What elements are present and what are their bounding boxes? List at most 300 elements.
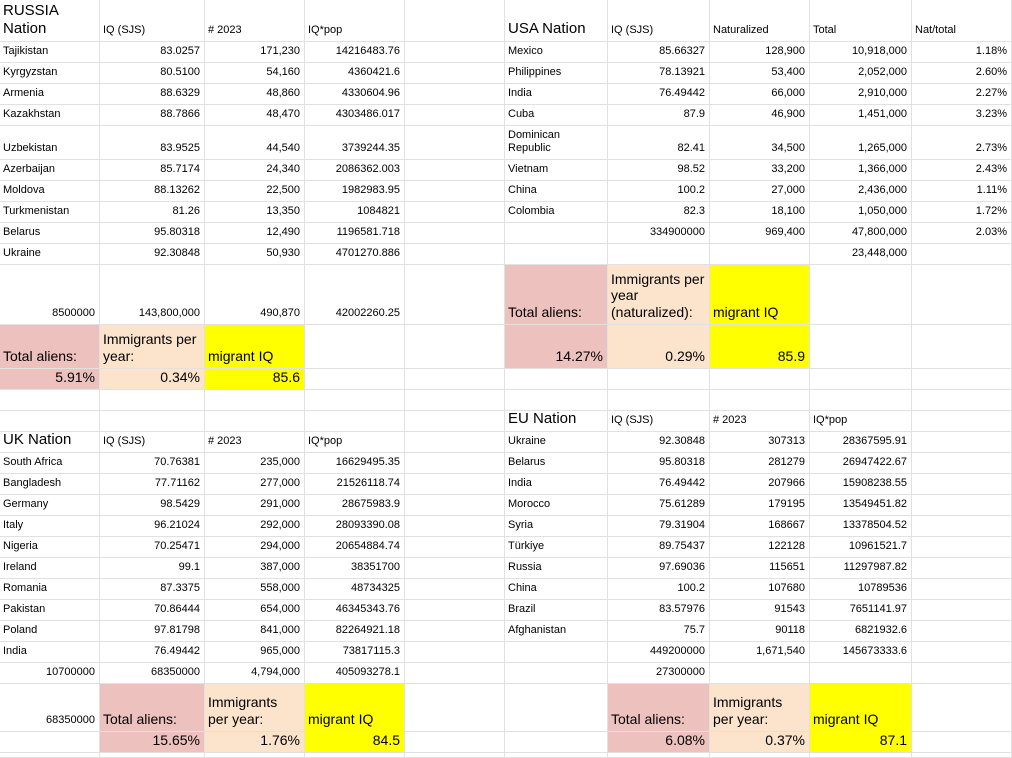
uk-table-cell-r30c4[interactable]: 84.5 xyxy=(305,732,405,753)
uk-table-cell-r17c2[interactable]: IQ (SJS) xyxy=(100,432,205,453)
eu-table-cell-r21c6[interactable]: Syria xyxy=(505,516,608,537)
empty-cell-r21c5[interactable] xyxy=(405,516,505,537)
empty-cell-r15c6[interactable] xyxy=(505,390,608,411)
empty-cell-r28c10[interactable] xyxy=(912,663,1012,684)
eu-table-cell-r26c7[interactable]: 75.7 xyxy=(608,621,710,642)
eu-table-cell-r30c9[interactable]: 87.1 xyxy=(810,732,912,753)
eu-table-cell-r24c8[interactable]: 107680 xyxy=(710,579,810,600)
empty-cell-r20c10[interactable] xyxy=(912,495,1012,516)
russia-table-cell-r2c1[interactable]: Tajikistan xyxy=(0,42,100,63)
russia-table-cell-r11c2[interactable]: 92.30848 xyxy=(100,244,205,265)
uk-table-cell-r29c1[interactable]: 68350000 xyxy=(0,684,100,732)
uk-table-cell-r22c4[interactable]: 20654884.74 xyxy=(305,537,405,558)
usa-table-cell-r6c7[interactable]: 82.41 xyxy=(608,126,710,160)
empty-cell-r11c6[interactable] xyxy=(505,244,608,265)
eu-table-cell-r20c8[interactable]: 179195 xyxy=(710,495,810,516)
empty-cell-r18c10[interactable] xyxy=(912,453,1012,474)
usa-table-cell-r8c6[interactable]: China xyxy=(505,181,608,202)
eu-table-cell-r25c7[interactable]: 83.57976 xyxy=(608,600,710,621)
empty-cell-r21c10[interactable] xyxy=(912,516,1012,537)
usa-table-cell-r3c8[interactable]: 53,400 xyxy=(710,63,810,84)
usa-table-cell-r4c7[interactable]: 76.49442 xyxy=(608,84,710,105)
eu-table-cell-r27c9[interactable]: 145673333.6 xyxy=(810,642,912,663)
empty-cell-r31c4[interactable] xyxy=(305,753,405,758)
empty-cell-r27c6[interactable] xyxy=(505,642,608,663)
usa-table-cell-r10c8[interactable]: 969,400 xyxy=(710,223,810,244)
russia-table-cell-r14c2[interactable]: 0.34% xyxy=(100,369,205,390)
usa-table-cell-r6c6[interactable]: Dominican Republic xyxy=(505,126,608,160)
russia-table-cell-r11c1[interactable]: Ukraine xyxy=(0,244,100,265)
russia-table-cell-r1c4[interactable]: IQ*pop xyxy=(305,0,405,42)
russia-table-cell-r2c3[interactable]: 171,230 xyxy=(205,42,305,63)
empty-cell-r20c5[interactable] xyxy=(405,495,505,516)
uk-table-cell-r29c2[interactable]: Total aliens: xyxy=(100,684,205,732)
uk-table-cell-r21c2[interactable]: 96.21024 xyxy=(100,516,205,537)
eu-table-cell-r25c8[interactable]: 91543 xyxy=(710,600,810,621)
empty-cell-r14c9[interactable] xyxy=(810,369,912,390)
russia-table-cell-r8c4[interactable]: 1982983.95 xyxy=(305,181,405,202)
empty-cell-r27c5[interactable] xyxy=(405,642,505,663)
usa-table-cell-r13c8[interactable]: 85.9 xyxy=(710,325,810,369)
usa-table-cell-r1c10[interactable]: Nat/total xyxy=(912,0,1012,42)
russia-table-cell-r9c2[interactable]: 81.26 xyxy=(100,202,205,223)
usa-table-cell-r5c6[interactable]: Cuba xyxy=(505,105,608,126)
uk-table-cell-r26c3[interactable]: 841,000 xyxy=(205,621,305,642)
usa-table-cell-r8c9[interactable]: 2,436,000 xyxy=(810,181,912,202)
usa-table-cell-r7c6[interactable]: Vietnam xyxy=(505,160,608,181)
empty-cell-r13c4[interactable] xyxy=(305,325,405,369)
empty-cell-r15c4[interactable] xyxy=(305,390,405,411)
empty-cell-r13c5[interactable] xyxy=(405,325,505,369)
uk-table-cell-r25c1[interactable]: Pakistan xyxy=(0,600,100,621)
eu-table-cell-r19c8[interactable]: 207966 xyxy=(710,474,810,495)
eu-table-cell-r16c9[interactable]: IQ*pop xyxy=(810,411,912,432)
uk-table-cell-r21c1[interactable]: Italy xyxy=(0,516,100,537)
russia-table-cell-r3c3[interactable]: 54,160 xyxy=(205,63,305,84)
eu-table-cell-r22c9[interactable]: 10961521.7 xyxy=(810,537,912,558)
usa-table-cell-r10c10[interactable]: 2.03% xyxy=(912,223,1012,244)
empty-cell-r28c5[interactable] xyxy=(405,663,505,684)
empty-cell-r14c5[interactable] xyxy=(405,369,505,390)
usa-table-cell-r2c9[interactable]: 10,918,000 xyxy=(810,42,912,63)
empty-cell-r4c5[interactable] xyxy=(405,84,505,105)
uk-table-cell-r28c2[interactable]: 68350000 xyxy=(100,663,205,684)
uk-table-cell-r20c3[interactable]: 291,000 xyxy=(205,495,305,516)
uk-table-cell-r18c1[interactable]: South Africa xyxy=(0,453,100,474)
russia-table-cell-r4c4[interactable]: 4330604.96 xyxy=(305,84,405,105)
empty-cell-r14c4[interactable] xyxy=(305,369,405,390)
empty-cell-r19c5[interactable] xyxy=(405,474,505,495)
uk-table-cell-r20c2[interactable]: 98.5429 xyxy=(100,495,205,516)
usa-table-cell-r13c6[interactable]: 14.27% xyxy=(505,325,608,369)
eu-table-cell-r20c9[interactable]: 13549451.82 xyxy=(810,495,912,516)
empty-cell-r30c10[interactable] xyxy=(912,732,1012,753)
eu-table-cell-r23c7[interactable]: 97.69036 xyxy=(608,558,710,579)
usa-table-cell-r10c7[interactable]: 334900000 xyxy=(608,223,710,244)
empty-cell-r17c5[interactable] xyxy=(405,432,505,453)
russia-table-cell-r14c3[interactable]: 85.6 xyxy=(205,369,305,390)
uk-table-cell-r26c1[interactable]: Poland xyxy=(0,621,100,642)
usa-table-cell-r4c8[interactable]: 66,000 xyxy=(710,84,810,105)
russia-table-cell-r8c2[interactable]: 88.13262 xyxy=(100,181,205,202)
russia-table-cell-r14c1[interactable]: 5.91% xyxy=(0,369,100,390)
usa-table-cell-r9c7[interactable]: 82.3 xyxy=(608,202,710,223)
uk-table-cell-r22c3[interactable]: 294,000 xyxy=(205,537,305,558)
eu-table-cell-r20c6[interactable]: Morocco xyxy=(505,495,608,516)
empty-cell-r13c10[interactable] xyxy=(912,325,1012,369)
usa-table-cell-r12c7[interactable]: Immigrants per year (naturalized): xyxy=(608,265,710,325)
uk-table-cell-r23c4[interactable]: 38351700 xyxy=(305,558,405,579)
russia-table-cell-r10c2[interactable]: 95.80318 xyxy=(100,223,205,244)
eu-table-cell-r19c6[interactable]: India xyxy=(505,474,608,495)
empty-cell-r6c5[interactable] xyxy=(405,126,505,160)
eu-table-cell-r18c9[interactable]: 26947422.67 xyxy=(810,453,912,474)
russia-table-cell-r7c2[interactable]: 85.7174 xyxy=(100,160,205,181)
uk-table-cell-r24c4[interactable]: 48734325 xyxy=(305,579,405,600)
uk-table-cell-r19c1[interactable]: Bangladesh xyxy=(0,474,100,495)
eu-table-cell-r29c7[interactable]: Total aliens: xyxy=(608,684,710,732)
uk-table-cell-r21c4[interactable]: 28093390.08 xyxy=(305,516,405,537)
empty-cell-r3c5[interactable] xyxy=(405,63,505,84)
empty-cell-r10c6[interactable] xyxy=(505,223,608,244)
usa-table-cell-r6c9[interactable]: 1,265,000 xyxy=(810,126,912,160)
eu-table-cell-r22c8[interactable]: 122128 xyxy=(710,537,810,558)
empty-cell-r28c8[interactable] xyxy=(710,663,810,684)
russia-table-cell-r9c1[interactable]: Turkmenistan xyxy=(0,202,100,223)
russia-table-cell-r10c1[interactable]: Belarus xyxy=(0,223,100,244)
eu-table-cell-r24c6[interactable]: China xyxy=(505,579,608,600)
eu-table-cell-r24c9[interactable]: 10789536 xyxy=(810,579,912,600)
empty-cell-r9c5[interactable] xyxy=(405,202,505,223)
empty-cell-r7c5[interactable] xyxy=(405,160,505,181)
eu-table-cell-r17c8[interactable]: 307313 xyxy=(710,432,810,453)
uk-table-cell-r25c2[interactable]: 70.86444 xyxy=(100,600,205,621)
russia-table-cell-r11c4[interactable]: 4701270.886 xyxy=(305,244,405,265)
uk-table-cell-r27c1[interactable]: India xyxy=(0,642,100,663)
usa-table-cell-r8c8[interactable]: 27,000 xyxy=(710,181,810,202)
uk-table-cell-r24c2[interactable]: 87.3375 xyxy=(100,579,205,600)
usa-table-cell-r3c6[interactable]: Philippines xyxy=(505,63,608,84)
usa-table-cell-r2c8[interactable]: 128,900 xyxy=(710,42,810,63)
empty-cell-r26c5[interactable] xyxy=(405,621,505,642)
usa-table-cell-r2c7[interactable]: 85.66327 xyxy=(608,42,710,63)
empty-cell-r23c5[interactable] xyxy=(405,558,505,579)
usa-table-cell-r9c6[interactable]: Colombia xyxy=(505,202,608,223)
eu-table-cell-r16c6[interactable]: EU Nation xyxy=(505,411,608,432)
empty-cell-r10c5[interactable] xyxy=(405,223,505,244)
empty-cell-r31c5[interactable] xyxy=(405,753,505,758)
eu-table-cell-r21c8[interactable]: 168667 xyxy=(710,516,810,537)
uk-table-cell-r23c2[interactable]: 99.1 xyxy=(100,558,205,579)
uk-table-cell-r28c1[interactable]: 10700000 xyxy=(0,663,100,684)
empty-cell-r25c10[interactable] xyxy=(912,600,1012,621)
uk-table-cell-r25c4[interactable]: 46345343.76 xyxy=(305,600,405,621)
empty-cell-r30c1[interactable] xyxy=(0,732,100,753)
usa-table-cell-r10c9[interactable]: 47,800,000 xyxy=(810,223,912,244)
usa-table-cell-r4c6[interactable]: India xyxy=(505,84,608,105)
empty-cell-r30c6[interactable] xyxy=(505,732,608,753)
usa-table-cell-r7c8[interactable]: 33,200 xyxy=(710,160,810,181)
uk-table-cell-r30c2[interactable]: 15.65% xyxy=(100,732,205,753)
russia-table-cell-r11c3[interactable]: 50,930 xyxy=(205,244,305,265)
russia-table-cell-r9c3[interactable]: 13,350 xyxy=(205,202,305,223)
empty-cell-r14c7[interactable] xyxy=(608,369,710,390)
russia-table-cell-r6c1[interactable]: Uzbekistan xyxy=(0,126,100,160)
usa-table-cell-r9c9[interactable]: 1,050,000 xyxy=(810,202,912,223)
usa-table-cell-r5c7[interactable]: 87.9 xyxy=(608,105,710,126)
eu-table-cell-r16c7[interactable]: IQ (SJS) xyxy=(608,411,710,432)
uk-table-cell-r18c4[interactable]: 16629495.35 xyxy=(305,453,405,474)
usa-table-cell-r7c9[interactable]: 1,366,000 xyxy=(810,160,912,181)
empty-cell-r22c5[interactable] xyxy=(405,537,505,558)
uk-table-cell-r23c1[interactable]: Ireland xyxy=(0,558,100,579)
russia-table-cell-r4c2[interactable]: 88.6329 xyxy=(100,84,205,105)
uk-table-cell-r27c4[interactable]: 73817115.3 xyxy=(305,642,405,663)
usa-table-cell-r13c7[interactable]: 0.29% xyxy=(608,325,710,369)
empty-cell-r16c10[interactable] xyxy=(912,411,1012,432)
empty-cell-r12c5[interactable] xyxy=(405,265,505,325)
empty-cell-r14c8[interactable] xyxy=(710,369,810,390)
russia-table-cell-r7c3[interactable]: 24,340 xyxy=(205,160,305,181)
eu-table-cell-r22c6[interactable]: Türkiye xyxy=(505,537,608,558)
empty-cell-r16c2[interactable] xyxy=(100,411,205,432)
eu-table-cell-r28c7[interactable]: 27300000 xyxy=(608,663,710,684)
empty-cell-r19c10[interactable] xyxy=(912,474,1012,495)
uk-table-cell-r28c4[interactable]: 405093278.1 xyxy=(305,663,405,684)
russia-table-cell-r6c3[interactable]: 44,540 xyxy=(205,126,305,160)
eu-table-cell-r29c8[interactable]: Immigrants per year: xyxy=(710,684,810,732)
eu-table-cell-r19c7[interactable]: 76.49442 xyxy=(608,474,710,495)
empty-cell-r11c8[interactable] xyxy=(710,244,810,265)
usa-table-cell-r5c10[interactable]: 3.23% xyxy=(912,105,1012,126)
russia-table-cell-r12c3[interactable]: 490,870 xyxy=(205,265,305,325)
russia-table-cell-r13c1[interactable]: Total aliens: xyxy=(0,325,100,369)
empty-cell-r16c1[interactable] xyxy=(0,411,100,432)
usa-table-cell-r1c7[interactable]: IQ (SJS) xyxy=(608,0,710,42)
russia-table-cell-r12c1[interactable]: 8500000 xyxy=(0,265,100,325)
empty-cell-r31c10[interactable] xyxy=(912,753,1012,758)
eu-table-cell-r26c6[interactable]: Afghanistan xyxy=(505,621,608,642)
empty-cell-r28c9[interactable] xyxy=(810,663,912,684)
eu-table-cell-r21c9[interactable]: 13378504.52 xyxy=(810,516,912,537)
uk-table-cell-r20c4[interactable]: 28675983.9 xyxy=(305,495,405,516)
empty-cell-r24c10[interactable] xyxy=(912,579,1012,600)
russia-table-cell-r5c3[interactable]: 48,470 xyxy=(205,105,305,126)
russia-table-cell-r10c4[interactable]: 1196581.718 xyxy=(305,223,405,244)
uk-table-cell-r25c3[interactable]: 654,000 xyxy=(205,600,305,621)
uk-table-cell-r30c3[interactable]: 1.76% xyxy=(205,732,305,753)
empty-cell-r1c5[interactable] xyxy=(405,0,505,42)
russia-table-cell-r8c1[interactable]: Moldova xyxy=(0,181,100,202)
russia-table-cell-r10c3[interactable]: 12,490 xyxy=(205,223,305,244)
eu-table-cell-r27c8[interactable]: 1,671,540 xyxy=(710,642,810,663)
empty-cell-r11c5[interactable] xyxy=(405,244,505,265)
usa-table-cell-r7c7[interactable]: 98.52 xyxy=(608,160,710,181)
uk-table-cell-r19c2[interactable]: 77.71162 xyxy=(100,474,205,495)
eu-table-cell-r18c6[interactable]: Belarus xyxy=(505,453,608,474)
russia-table-cell-r7c4[interactable]: 2086362.003 xyxy=(305,160,405,181)
usa-table-cell-r5c9[interactable]: 1,451,000 xyxy=(810,105,912,126)
empty-cell-r17c10[interactable] xyxy=(912,432,1012,453)
eu-table-cell-r20c7[interactable]: 75.61289 xyxy=(608,495,710,516)
empty-cell-r2c5[interactable] xyxy=(405,42,505,63)
uk-table-cell-r22c2[interactable]: 70.25471 xyxy=(100,537,205,558)
usa-table-cell-r12c6[interactable]: Total aliens: xyxy=(505,265,608,325)
empty-cell-r29c5[interactable] xyxy=(405,684,505,732)
eu-table-cell-r30c7[interactable]: 6.08% xyxy=(608,732,710,753)
usa-table-cell-r6c10[interactable]: 2.73% xyxy=(912,126,1012,160)
usa-table-cell-r3c7[interactable]: 78.13921 xyxy=(608,63,710,84)
eu-table-cell-r25c6[interactable]: Brazil xyxy=(505,600,608,621)
uk-table-cell-r21c3[interactable]: 292,000 xyxy=(205,516,305,537)
russia-table-cell-r5c1[interactable]: Kazakhstan xyxy=(0,105,100,126)
uk-table-cell-r26c2[interactable]: 97.81798 xyxy=(100,621,205,642)
empty-cell-r29c10[interactable] xyxy=(912,684,1012,732)
usa-table-cell-r8c10[interactable]: 1.11% xyxy=(912,181,1012,202)
empty-cell-r28c6[interactable] xyxy=(505,663,608,684)
russia-table-cell-r2c2[interactable]: 83.0257 xyxy=(100,42,205,63)
russia-table-cell-r1c3[interactable]: # 2023 xyxy=(205,0,305,42)
usa-table-cell-r9c8[interactable]: 18,100 xyxy=(710,202,810,223)
russia-table-cell-r5c2[interactable]: 88.7866 xyxy=(100,105,205,126)
uk-table-cell-r24c1[interactable]: Romania xyxy=(0,579,100,600)
empty-cell-r31c1[interactable] xyxy=(0,753,100,758)
empty-cell-r18c5[interactable] xyxy=(405,453,505,474)
eu-table-cell-r16c8[interactable]: # 2023 xyxy=(710,411,810,432)
uk-table-cell-r24c3[interactable]: 558,000 xyxy=(205,579,305,600)
russia-table-cell-r13c3[interactable]: migrant IQ xyxy=(205,325,305,369)
usa-table-cell-r1c6[interactable]: USA Nation xyxy=(505,0,608,42)
russia-table-cell-r4c1[interactable]: Armenia xyxy=(0,84,100,105)
russia-table-cell-r5c4[interactable]: 4303486.017 xyxy=(305,105,405,126)
usa-table-cell-r2c6[interactable]: Mexico xyxy=(505,42,608,63)
empty-cell-r31c3[interactable] xyxy=(205,753,305,758)
empty-cell-r29c6[interactable] xyxy=(505,684,608,732)
uk-table-cell-r17c1[interactable]: UK Nation xyxy=(0,432,100,453)
empty-cell-r26c10[interactable] xyxy=(912,621,1012,642)
empty-cell-r12c10[interactable] xyxy=(912,265,1012,325)
russia-table-cell-r2c4[interactable]: 14216483.76 xyxy=(305,42,405,63)
uk-table-cell-r18c2[interactable]: 70.76381 xyxy=(100,453,205,474)
uk-table-cell-r27c2[interactable]: 76.49442 xyxy=(100,642,205,663)
empty-cell-r24c5[interactable] xyxy=(405,579,505,600)
uk-table-cell-r17c4[interactable]: IQ*pop xyxy=(305,432,405,453)
empty-cell-r30c5[interactable] xyxy=(405,732,505,753)
empty-cell-r13c9[interactable] xyxy=(810,325,912,369)
uk-table-cell-r28c3[interactable]: 4,794,000 xyxy=(205,663,305,684)
eu-table-cell-r30c8[interactable]: 0.37% xyxy=(710,732,810,753)
empty-cell-r15c7[interactable] xyxy=(608,390,710,411)
eu-table-cell-r22c7[interactable]: 89.75437 xyxy=(608,537,710,558)
uk-table-cell-r20c1[interactable]: Germany xyxy=(0,495,100,516)
empty-cell-r15c2[interactable] xyxy=(100,390,205,411)
empty-cell-r27c10[interactable] xyxy=(912,642,1012,663)
empty-cell-r22c10[interactable] xyxy=(912,537,1012,558)
eu-table-cell-r23c6[interactable]: Russia xyxy=(505,558,608,579)
empty-cell-r11c7[interactable] xyxy=(608,244,710,265)
uk-table-cell-r23c3[interactable]: 387,000 xyxy=(205,558,305,579)
eu-table-cell-r18c7[interactable]: 95.80318 xyxy=(608,453,710,474)
usa-table-cell-r4c9[interactable]: 2,910,000 xyxy=(810,84,912,105)
empty-cell-r16c3[interactable] xyxy=(205,411,305,432)
empty-cell-r8c5[interactable] xyxy=(405,181,505,202)
eu-table-cell-r23c8[interactable]: 115651 xyxy=(710,558,810,579)
eu-table-cell-r26c8[interactable]: 90118 xyxy=(710,621,810,642)
usa-table-cell-r3c10[interactable]: 2.60% xyxy=(912,63,1012,84)
eu-table-cell-r26c9[interactable]: 6821932.6 xyxy=(810,621,912,642)
russia-table-cell-r3c2[interactable]: 80.5100 xyxy=(100,63,205,84)
eu-table-cell-r21c7[interactable]: 79.31904 xyxy=(608,516,710,537)
russia-table-cell-r6c4[interactable]: 3739244.35 xyxy=(305,126,405,160)
empty-cell-r15c9[interactable] xyxy=(810,390,912,411)
empty-cell-r31c2[interactable] xyxy=(100,753,205,758)
uk-table-cell-r19c4[interactable]: 21526118.74 xyxy=(305,474,405,495)
eu-table-cell-r17c9[interactable]: 28367595.91 xyxy=(810,432,912,453)
russia-table-cell-r3c1[interactable]: Kyrgyzstan xyxy=(0,63,100,84)
eu-table-cell-r24c7[interactable]: 100.2 xyxy=(608,579,710,600)
empty-cell-r15c3[interactable] xyxy=(205,390,305,411)
eu-table-cell-r23c9[interactable]: 11297987.82 xyxy=(810,558,912,579)
empty-cell-r16c5[interactable] xyxy=(405,411,505,432)
usa-table-cell-r12c8[interactable]: migrant IQ xyxy=(710,265,810,325)
empty-cell-r25c5[interactable] xyxy=(405,600,505,621)
usa-table-cell-r6c8[interactable]: 34,500 xyxy=(710,126,810,160)
eu-table-cell-r17c7[interactable]: 92.30848 xyxy=(608,432,710,453)
russia-table-cell-r6c2[interactable]: 83.9525 xyxy=(100,126,205,160)
empty-cell-r15c5[interactable] xyxy=(405,390,505,411)
empty-cell-r14c6[interactable] xyxy=(505,369,608,390)
empty-cell-r5c5[interactable] xyxy=(405,105,505,126)
usa-table-cell-r2c10[interactable]: 1.18% xyxy=(912,42,1012,63)
russia-table-cell-r12c2[interactable]: 143,800,000 xyxy=(100,265,205,325)
usa-table-cell-r1c8[interactable]: Naturalized xyxy=(710,0,810,42)
russia-table-cell-r13c2[interactable]: Immigrants per year: xyxy=(100,325,205,369)
russia-table-cell-r7c1[interactable]: Azerbaijan xyxy=(0,160,100,181)
eu-table-cell-r17c6[interactable]: Ukraine xyxy=(505,432,608,453)
usa-table-cell-r11c9[interactable]: 23,448,000 xyxy=(810,244,912,265)
uk-table-cell-r29c4[interactable]: migrant IQ xyxy=(305,684,405,732)
usa-table-cell-r9c10[interactable]: 1.72% xyxy=(912,202,1012,223)
eu-table-cell-r27c7[interactable]: 449200000 xyxy=(608,642,710,663)
uk-table-cell-r26c4[interactable]: 82264921.18 xyxy=(305,621,405,642)
empty-cell-r15c10[interactable] xyxy=(912,390,1012,411)
empty-cell-r16c4[interactable] xyxy=(305,411,405,432)
empty-cell-r15c8[interactable] xyxy=(710,390,810,411)
usa-table-cell-r3c9[interactable]: 2,052,000 xyxy=(810,63,912,84)
eu-table-cell-r29c9[interactable]: migrant IQ xyxy=(810,684,912,732)
eu-table-cell-r18c8[interactable]: 281279 xyxy=(710,453,810,474)
uk-table-cell-r19c3[interactable]: 277,000 xyxy=(205,474,305,495)
uk-table-cell-r29c3[interactable]: Immigrants per year: xyxy=(205,684,305,732)
eu-table-cell-r19c9[interactable]: 15908238.55 xyxy=(810,474,912,495)
empty-cell-r14c10[interactable] xyxy=(912,369,1012,390)
usa-table-cell-r8c7[interactable]: 100.2 xyxy=(608,181,710,202)
uk-table-cell-r18c3[interactable]: 235,000 xyxy=(205,453,305,474)
russia-table-cell-r1c1[interactable]: RUSSIA Nation xyxy=(0,0,100,42)
usa-table-cell-r4c10[interactable]: 2.27% xyxy=(912,84,1012,105)
russia-table-cell-r1c2[interactable]: IQ (SJS) xyxy=(100,0,205,42)
russia-table-cell-r8c3[interactable]: 22,500 xyxy=(205,181,305,202)
russia-table-cell-r12c4[interactable]: 42002260.25 xyxy=(305,265,405,325)
empty-cell-r12c9[interactable] xyxy=(810,265,912,325)
usa-table-cell-r1c9[interactable]: Total xyxy=(810,0,912,42)
russia-table-cell-r4c3[interactable]: 48,860 xyxy=(205,84,305,105)
empty-cell-r31c9[interactable] xyxy=(810,753,912,758)
empty-cell-r15c1[interactable] xyxy=(0,390,100,411)
uk-table-cell-r27c3[interactable]: 965,000 xyxy=(205,642,305,663)
usa-table-cell-r5c8[interactable]: 46,900 xyxy=(710,105,810,126)
empty-cell-r31c8[interactable] xyxy=(710,753,810,758)
